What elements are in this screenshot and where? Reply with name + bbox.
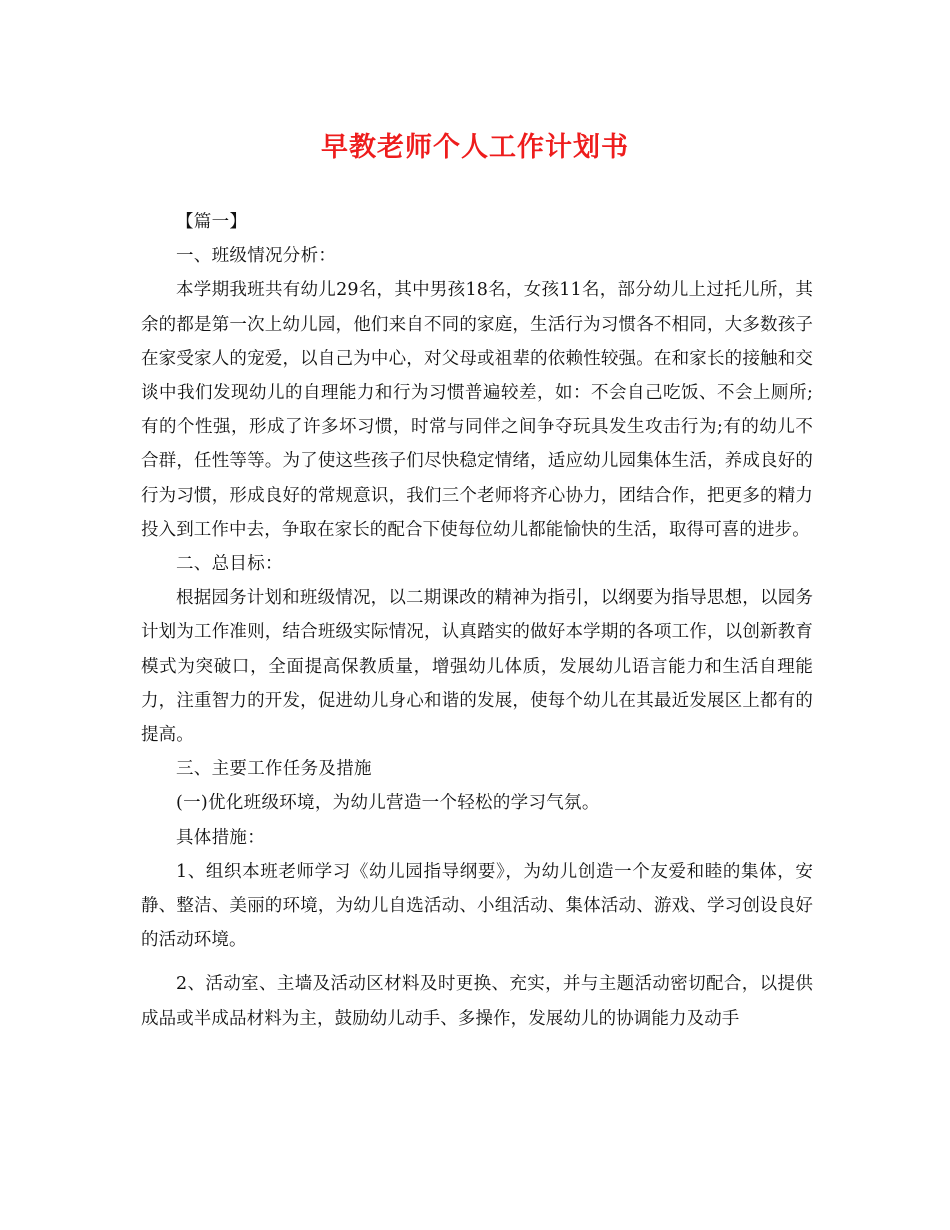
- paragraph-overall-goal: 根据园务计划和班级情况，以二期课改的精神为指引，以纲要为指导思想，以园务计划为工作准则，结合班级实际情况，认真踏实的做好本学期的各项工作，以创新教育模式为突破口，全面提高保教质量，增强幼儿体质，发展幼儿语言能力和生活自理能力，注重智力的开发，促进幼儿身心和谐的发展，使每个幼儿在其最近发展区上都有的提高。: [141, 588, 813, 746]
- heading-class-analysis: 一、班级情况分析：: [176, 246, 337, 267]
- section-label: 【篇一】: [176, 212, 248, 232]
- paragraph-class-analysis: 本学期我班共有幼儿29名，其中男孩18名，女孩11名，部分幼儿上过托儿所，其余的都是第一次上幼儿园，他们来自不同的家庭，生活行为习惯各不相同，大多数孩子在家受家人的宠爱，以自己为中心，对父母或祖辈的依赖性较强。在和家长的接触和交谈中我们发现幼儿的自理能力和行为习惯普遍较差，如：不会自己吃饭、不会上厕所;有的个性强，形成了许多坏习惯，时常与同伴之间争夺玩具发生攻击行为;有的幼儿不合群，任性等等。为了使这些孩子们尽快稳定情绪，适应幼儿园集体生活，养成良好的行为习惯，形成良好的常规意识，我们三个老师将齐心协力，团结合作，把更多的精力投入到工作中去，争取在家长的配合下使每位幼儿都能愉快的生活，取得可喜的进步。: [141, 280, 813, 540]
- document-title: 早教老师个人工作计划书: [321, 132, 629, 163]
- paragraph-measure-2: 2、活动室、主墙及活动区材料及时更换、充实，并与主题活动密切配合，以提供成品或半成品材料为主，鼓励幼儿动手、多操作，发展幼儿的协调能力及动手: [141, 974, 813, 1029]
- heading-main-tasks: 三、主要工作任务及措施: [176, 759, 372, 780]
- paragraph-measure-1: 1、组织本班老师学习《幼儿园指导纲要》，为幼儿创造一个友爱和睦的集体，安静、整洁、美丽的环境，为幼儿自选活动、小组活动、集体活动、游戏、学习创设良好的活动环境。: [141, 861, 813, 951]
- document-body: [141, 205, 813, 1036]
- heading-overall-goal: 二、总目标：: [176, 554, 283, 575]
- subheading-optimize-environment: (一)优化班级环境，为幼儿营造一个轻松的学习气氛。: [176, 793, 600, 814]
- label-specific-measures: 具体措施：: [176, 827, 265, 848]
